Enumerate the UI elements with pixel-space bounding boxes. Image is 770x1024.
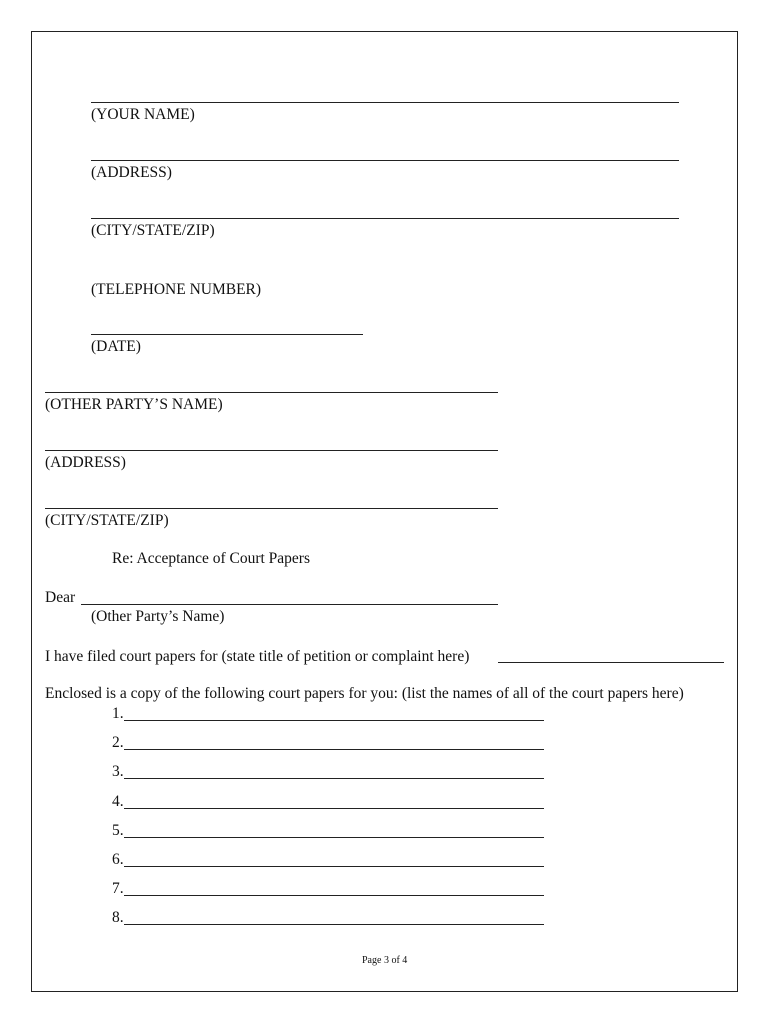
address-label: (ADDRESS) xyxy=(91,164,172,181)
enclosed-sentence: Enclosed is a copy of the following court papers for you: (list the names of all of the court papers here) xyxy=(45,685,684,702)
dear-text: Dear xyxy=(45,589,76,606)
your-name-line[interactable] xyxy=(91,102,679,103)
list-item-line[interactable] xyxy=(124,808,544,809)
list-item-line[interactable] xyxy=(124,778,544,779)
re-line: Re: Acceptance of Court Papers xyxy=(112,550,310,567)
other-party-name-line[interactable] xyxy=(45,392,498,393)
list-item-line[interactable] xyxy=(124,837,544,838)
city-state-zip-line[interactable] xyxy=(91,218,679,219)
other-party-address-label: (ADDRESS) xyxy=(45,454,126,471)
other-party-city-line[interactable] xyxy=(45,508,498,509)
dear-name-label: (Other Party’s Name) xyxy=(91,608,225,625)
list-item-number: 8. xyxy=(112,909,124,927)
other-party-city-label: (CITY/STATE/ZIP) xyxy=(45,512,169,529)
list-item-line[interactable] xyxy=(124,895,544,896)
petition-title-line[interactable] xyxy=(498,662,724,663)
list-item-line[interactable] xyxy=(124,720,544,721)
telephone-label: (TELEPHONE NUMBER) xyxy=(91,281,262,298)
list-item-number: 5. xyxy=(112,821,124,839)
list-item-number: 6. xyxy=(112,851,124,868)
dear-name-line[interactable] xyxy=(81,604,498,605)
list-item-number: 7. xyxy=(112,880,124,898)
list-item-number: 3. xyxy=(112,763,124,781)
address-line[interactable] xyxy=(91,160,679,161)
list-item-number: 2. xyxy=(112,734,124,752)
filed-sentence: I have filed court papers for (state title of petition or complaint here) xyxy=(45,648,470,665)
other-party-name-label: (OTHER PARTY’S NAME) xyxy=(45,396,223,413)
list-item-number: 4. xyxy=(112,792,124,810)
city-state-zip-label: (CITY/STATE/ZIP) xyxy=(91,222,215,239)
list-item-line[interactable] xyxy=(124,749,544,750)
list-item-line[interactable] xyxy=(124,866,544,867)
other-party-address-line[interactable] xyxy=(45,450,498,451)
list-item-number: 1. xyxy=(112,705,124,722)
date-label: (DATE) xyxy=(91,338,141,355)
date-line[interactable] xyxy=(91,334,363,335)
list-item-line[interactable] xyxy=(124,924,544,925)
your-name-label: (YOUR NAME) xyxy=(91,106,195,123)
page-number: Page 3 of 4 xyxy=(362,955,408,966)
